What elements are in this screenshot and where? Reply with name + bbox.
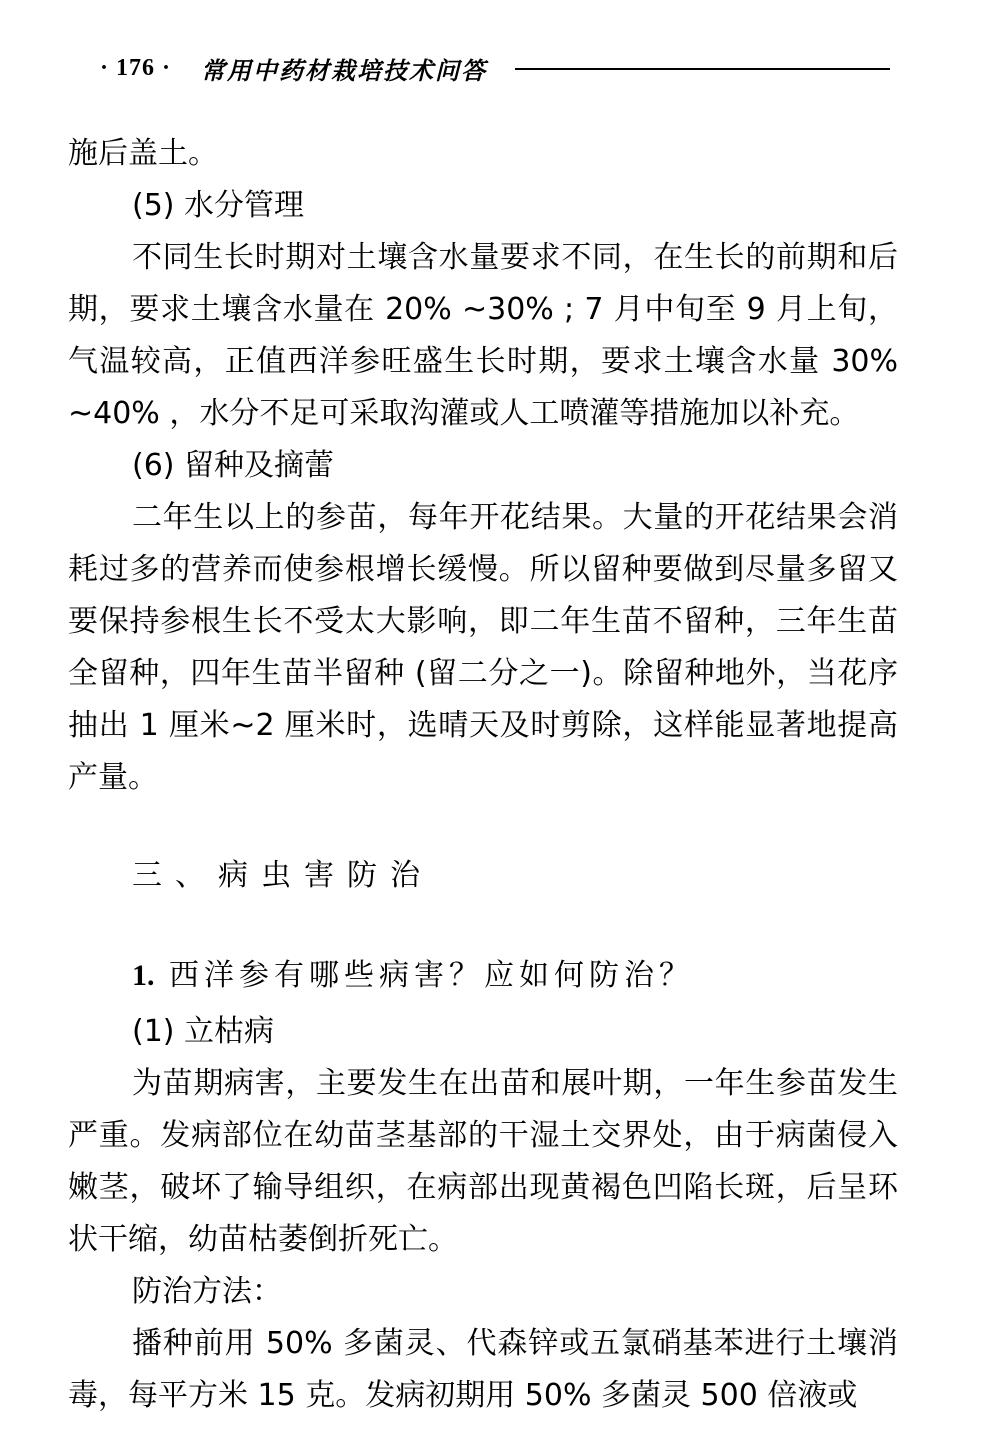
subsection-heading-damping-off: (1) 立枯病 xyxy=(132,1014,275,1049)
question-heading xyxy=(68,950,898,1002)
page-body xyxy=(68,128,898,1422)
paragraph: 二年生以上的参苗，每年开花结果。大量的开花结果会消耗过多的营养而使参根增长缓慢。所以留种要做到尽量多留又要保持参根生长不受太大影响，即二年生苗不留种，三年生苗全留种，四年生苗半留种 (留二分之一)。除留种地外，当花序抽出 1 厘米~2 厘米时，选晴天及时剪除，这样能显著地提高产量。 xyxy=(68,500,898,795)
subsection-heading-seed-retention: (6) 留种及摘蕾 xyxy=(132,448,335,483)
book-title: 常用中药材栽培技术问答 xyxy=(201,55,488,85)
question-number: 1. xyxy=(132,959,155,992)
header-rule xyxy=(515,68,890,70)
subsection-heading-water-management: (5) 水分管理 xyxy=(132,188,305,223)
paragraph: 不同生长时期对土壤含水量要求不同，在生长的前期和后期，要求土壤含水量在 20% ~30% ; 7 月中旬至 9 月上旬，气温较高，正值西洋参旺盛生长时期，要求土壤含水量 30% ~40% ，水分不足可采取沟灌或人工喷灌等措施加以补充。 xyxy=(68,240,898,431)
paragraph: 为苗期病害，主要发生在出苗和展叶期，一年生参苗发生严重。发病部位在幼苗茎基部的干湿土交界处，由于病菌侵入嫩茎，破坏了输导组织，在病部出现黄褐色凹陷长斑，后呈环状干缩，幼苗枯萎倒折死亡。 xyxy=(68,1066,898,1257)
running-header xyxy=(100,48,890,88)
section-heading: 三、病虫害防治 xyxy=(132,858,433,893)
page-number: · 176 · xyxy=(100,54,172,81)
control-methods-label: 防治方法： xyxy=(132,1274,282,1309)
question-text: 西洋参有哪些病害？应如何防治？ xyxy=(169,958,695,993)
paragraph: 播种前用 50% 多菌灵、代森锌或五氯硝基苯进行土壤消毒，每平方米 15 克。发病初期用 50% 多菌灵 500 倍液或 xyxy=(68,1326,898,1413)
paragraph: 施后盖土。 xyxy=(68,136,218,171)
